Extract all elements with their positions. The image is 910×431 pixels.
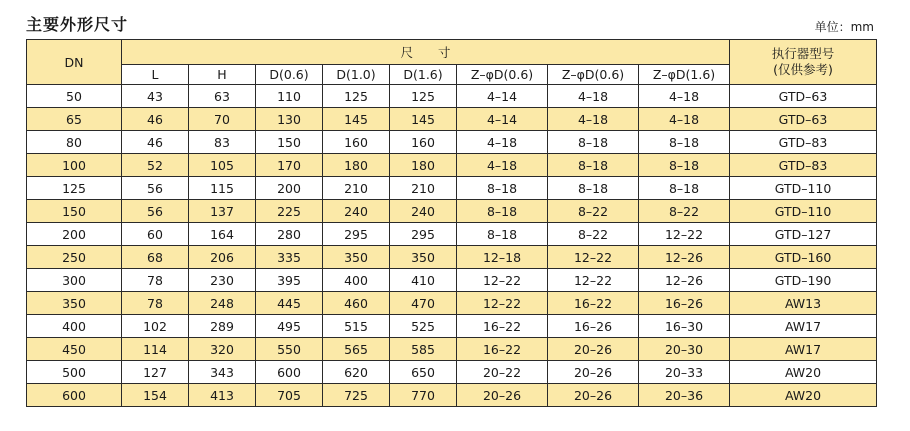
cell-z-d16: 8–18 — [639, 154, 730, 177]
table-row — [27, 200, 877, 223]
cell-l: 56 — [122, 177, 189, 200]
cell-z-d06: 12–22 — [457, 269, 548, 292]
cell-d06: 705 — [256, 384, 323, 407]
cell-d10: 725 — [323, 384, 390, 407]
cell-dn: 400 — [27, 315, 122, 338]
cell-z-d06-b: 8–22 — [548, 223, 639, 246]
cell-d10: 295 — [323, 223, 390, 246]
cell-h: 105 — [189, 154, 256, 177]
cell-d06: 150 — [256, 131, 323, 154]
cell-dn: 200 — [27, 223, 122, 246]
cell-z-d06: 4–14 — [457, 108, 548, 131]
cell-z-d16: 8–18 — [639, 131, 730, 154]
cell-z-d06-b: 20–26 — [548, 338, 639, 361]
cell-h: 413 — [189, 384, 256, 407]
cell-d10: 160 — [323, 131, 390, 154]
header-z-d06: Z–φD(0.6) — [457, 65, 548, 85]
cell-dn: 600 — [27, 384, 122, 407]
header-d10: D(1.0) — [323, 65, 390, 85]
header-h: H — [189, 65, 256, 85]
cell-d16: 585 — [390, 338, 457, 361]
cell-model: GTD–110 — [730, 200, 877, 223]
cell-model: AW17 — [730, 315, 877, 338]
cell-d16: 180 — [390, 154, 457, 177]
cell-z-d16: 20–36 — [639, 384, 730, 407]
table-row — [27, 338, 877, 361]
cell-z-d06: 4–18 — [457, 131, 548, 154]
page-title: 主要外形尺寸 — [26, 15, 129, 34]
cell-d16: 410 — [390, 269, 457, 292]
cell-h: 164 — [189, 223, 256, 246]
cell-d16: 125 — [390, 85, 457, 108]
cell-z-d06: 20–22 — [457, 361, 548, 384]
cell-model: AW17 — [730, 338, 877, 361]
cell-model: GTD–110 — [730, 177, 877, 200]
cell-z-d16: 12–22 — [639, 223, 730, 246]
cell-l: 127 — [122, 361, 189, 384]
cell-dn: 65 — [27, 108, 122, 131]
table-row — [27, 292, 877, 315]
cell-h: 115 — [189, 177, 256, 200]
cell-z-d16: 20–30 — [639, 338, 730, 361]
cell-d06: 550 — [256, 338, 323, 361]
table-row — [27, 85, 877, 108]
cell-l: 102 — [122, 315, 189, 338]
cell-z-d06-b: 4–18 — [548, 108, 639, 131]
cell-h: 343 — [189, 361, 256, 384]
cell-z-d06: 8–18 — [457, 200, 548, 223]
header-d16: D(1.6) — [390, 65, 457, 85]
cell-d16: 160 — [390, 131, 457, 154]
table-body — [27, 85, 877, 407]
cell-z-d16: 16–26 — [639, 292, 730, 315]
cell-dn: 500 — [27, 361, 122, 384]
cell-z-d06: 16–22 — [457, 315, 548, 338]
cell-d10: 620 — [323, 361, 390, 384]
cell-h: 206 — [189, 246, 256, 269]
header-actuator-model-line1: 执行器型号 — [771, 46, 835, 61]
cell-z-d06-b: 12–22 — [548, 246, 639, 269]
cell-z-d06-b: 8–22 — [548, 200, 639, 223]
cell-z-d06-b: 8–18 — [548, 177, 639, 200]
cell-z-d06: 4–18 — [457, 154, 548, 177]
header-dn: DN — [27, 40, 122, 85]
header-z-d06-b: Z–φD(0.6) — [548, 65, 639, 85]
cell-h: 230 — [189, 269, 256, 292]
cell-dn: 80 — [27, 131, 122, 154]
cell-z-d16: 12–26 — [639, 269, 730, 292]
cell-d10: 240 — [323, 200, 390, 223]
cell-z-d16: 12–26 — [639, 246, 730, 269]
cell-l: 78 — [122, 269, 189, 292]
cell-l: 68 — [122, 246, 189, 269]
cell-dn: 150 — [27, 200, 122, 223]
header-dimensions: 尺 寸 — [122, 40, 730, 65]
cell-z-d06-b: 20–26 — [548, 361, 639, 384]
cell-d06: 600 — [256, 361, 323, 384]
cell-z-d06-b: 8–18 — [548, 131, 639, 154]
cell-d06: 335 — [256, 246, 323, 269]
cell-z-d06: 4–14 — [457, 85, 548, 108]
cell-h: 320 — [189, 338, 256, 361]
cell-h: 70 — [189, 108, 256, 131]
cell-h: 83 — [189, 131, 256, 154]
table-row — [27, 177, 877, 200]
table-row — [27, 246, 877, 269]
cell-z-d16: 20–33 — [639, 361, 730, 384]
header-d06: D(0.6) — [256, 65, 323, 85]
table-row — [27, 154, 877, 177]
cell-d16: 770 — [390, 384, 457, 407]
cell-d16: 525 — [390, 315, 457, 338]
cell-dn: 350 — [27, 292, 122, 315]
cell-model: GTD–63 — [730, 108, 877, 131]
cell-d10: 210 — [323, 177, 390, 200]
cell-l: 114 — [122, 338, 189, 361]
cell-z-d06: 16–22 — [457, 338, 548, 361]
cell-z-d06: 8–18 — [457, 177, 548, 200]
cell-l: 78 — [122, 292, 189, 315]
cell-d06: 445 — [256, 292, 323, 315]
cell-z-d06-b: 12–22 — [548, 269, 639, 292]
cell-z-d16: 4–18 — [639, 108, 730, 131]
table-row — [27, 361, 877, 384]
cell-z-d06-b: 16–22 — [548, 292, 639, 315]
cell-d10: 145 — [323, 108, 390, 131]
cell-z-d06: 8–18 — [457, 223, 548, 246]
cell-l: 56 — [122, 200, 189, 223]
cell-h: 248 — [189, 292, 256, 315]
cell-d10: 125 — [323, 85, 390, 108]
cell-d06: 200 — [256, 177, 323, 200]
cell-model: AW13 — [730, 292, 877, 315]
cell-z-d06-b: 16–26 — [548, 315, 639, 338]
cell-z-d16: 8–22 — [639, 200, 730, 223]
cell-model: GTD–190 — [730, 269, 877, 292]
cell-z-d06: 20–26 — [457, 384, 548, 407]
header-actuator-model — [730, 40, 877, 85]
cell-d06: 395 — [256, 269, 323, 292]
cell-d16: 145 — [390, 108, 457, 131]
cell-d16: 650 — [390, 361, 457, 384]
cell-d06: 225 — [256, 200, 323, 223]
cell-model: GTD–83 — [730, 154, 877, 177]
cell-dn: 250 — [27, 246, 122, 269]
cell-model: GTD–83 — [730, 131, 877, 154]
cell-l: 154 — [122, 384, 189, 407]
cell-dn: 125 — [27, 177, 122, 200]
table-row — [27, 223, 877, 246]
cell-z-d16: 16–30 — [639, 315, 730, 338]
table-row — [27, 131, 877, 154]
cell-z-d16: 8–18 — [639, 177, 730, 200]
cell-model: GTD–160 — [730, 246, 877, 269]
cell-h: 137 — [189, 200, 256, 223]
cell-dn: 450 — [27, 338, 122, 361]
cell-model: GTD–127 — [730, 223, 877, 246]
cell-dn: 300 — [27, 269, 122, 292]
cell-d10: 460 — [323, 292, 390, 315]
cell-d10: 565 — [323, 338, 390, 361]
cell-d16: 240 — [390, 200, 457, 223]
cell-l: 43 — [122, 85, 189, 108]
cell-d10: 180 — [323, 154, 390, 177]
cell-z-d06-b: 20–26 — [548, 384, 639, 407]
cell-dn: 50 — [27, 85, 122, 108]
cell-d16: 350 — [390, 246, 457, 269]
dimensions-table — [26, 39, 877, 407]
cell-z-d06-b: 4–18 — [548, 85, 639, 108]
cell-model: AW20 — [730, 384, 877, 407]
cell-model: GTD–63 — [730, 85, 877, 108]
unit-label: 单位：mm — [814, 20, 874, 34]
cell-d16: 210 — [390, 177, 457, 200]
table-row — [27, 315, 877, 338]
cell-l: 60 — [122, 223, 189, 246]
header-row-top — [27, 40, 877, 65]
cell-model: AW20 — [730, 361, 877, 384]
cell-l: 46 — [122, 108, 189, 131]
cell-h: 289 — [189, 315, 256, 338]
cell-d16: 295 — [390, 223, 457, 246]
cell-dn: 100 — [27, 154, 122, 177]
table-row — [27, 269, 877, 292]
cell-d06: 130 — [256, 108, 323, 131]
header-z-d16: Z–φD(1.6) — [639, 65, 730, 85]
cell-z-d06-b: 8–18 — [548, 154, 639, 177]
cell-l: 52 — [122, 154, 189, 177]
cell-d10: 515 — [323, 315, 390, 338]
table-row — [27, 108, 877, 131]
cell-d06: 495 — [256, 315, 323, 338]
cell-d10: 350 — [323, 246, 390, 269]
cell-d06: 170 — [256, 154, 323, 177]
cell-l: 46 — [122, 131, 189, 154]
header-actuator-model-line2: (仅供参考) — [773, 62, 833, 77]
header-l: L — [122, 65, 189, 85]
cell-d06: 280 — [256, 223, 323, 246]
cell-z-d06: 12–22 — [457, 292, 548, 315]
cell-h: 63 — [189, 85, 256, 108]
cell-z-d16: 4–18 — [639, 85, 730, 108]
table-row — [27, 384, 877, 407]
cell-d06: 110 — [256, 85, 323, 108]
cell-z-d06: 12–18 — [457, 246, 548, 269]
cell-d10: 400 — [323, 269, 390, 292]
cell-d16: 470 — [390, 292, 457, 315]
